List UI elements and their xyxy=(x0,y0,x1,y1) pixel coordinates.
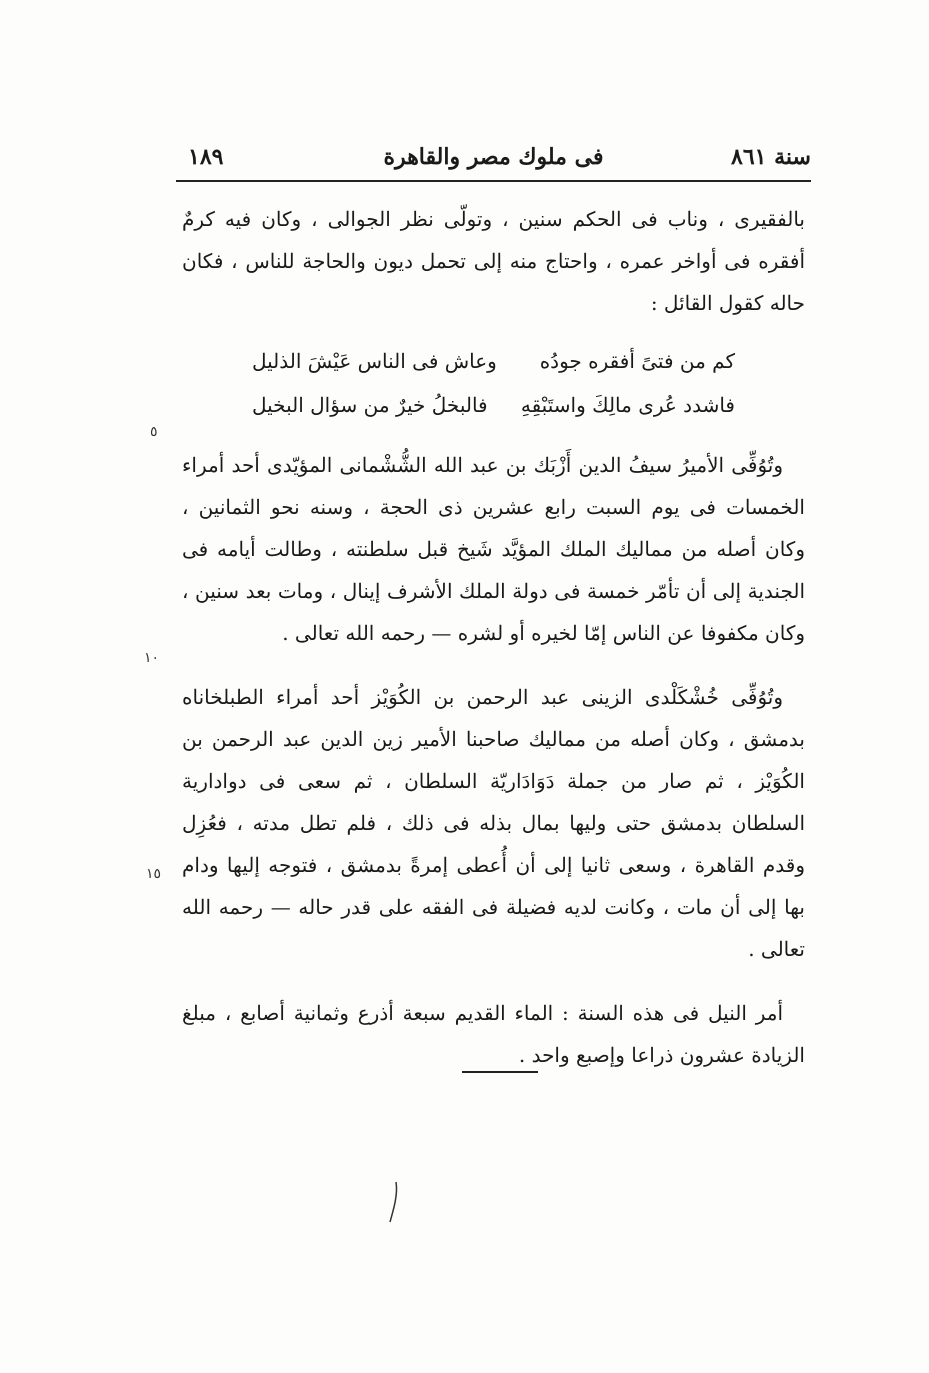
paragraph-intro: بالفقيرى ، وناب فى الحكم سنين ، وتولّى نظر الجوالى ، وكان فيه كرمٌ أفقره فى أواخر عمره ، واحتاج منه إلى تحمل ديون والحاجة للناس ، فكان حاله كقول القائل : xyxy=(182,207,805,315)
header-title: فى ملوك مصر والقاهرة xyxy=(383,144,604,170)
paragraph-azbak-obituary: وتُوُفِّى الأميرُ سيفُ الدين أَزْبَك بن عبد الله الشُّشْمانى المؤيّدى أحد أمراء الخمسات فى يوم السبت رابع عشرين ذى الحجة ، وسنه نحو الثمانين ، وكان أصله من مماليك الملك المؤيَّد شَيخ قبل سلطنته ، وطالت أيامه فى الجندية إلى أن تأمّر خمسة فى دولة الملك الأشرف إينال ، ومات بعد سنين ، وكان مكفوفا عن الناس إمّا لخيره أو لشره — رحمه الله تعالى . xyxy=(182,453,805,645)
verse-1-second-hemistich: وعاش فى الناس عَيْشَ الذليل xyxy=(252,349,497,373)
header-year: سنة ٨٦١ xyxy=(731,144,811,170)
body-text xyxy=(182,198,805,1076)
header-rule xyxy=(176,180,811,182)
verse-line-1 xyxy=(182,340,805,384)
stray-pen-stroke xyxy=(388,1180,400,1224)
paragraph-nile-level: أمر النيل فى هذه السنة : الماء القديم سبعة أذرع وثمانية أصابع ، مبلغ الزيادة عشرون ذراعا وإصبع واحد . xyxy=(182,1001,805,1067)
verse-line-2 xyxy=(182,384,805,428)
page-number: ١٨٩ xyxy=(188,144,224,170)
verse-2-second-hemistich: فالبخلُ خيرٌ من سؤال البخيل xyxy=(252,393,488,417)
paragraph-khushkaldi-obituary: وتُوُفِّى خُشْكَلْدى الزينى عبد الرحمن بن الكُوَيْز أحد أمراء الطبلخاناه بدمشق ، وكان أصله من مماليك صاحبنا الأمير زين الدين عبد الرحمن بن الكُوَيْز ، ثم صار من جملة دَوَادَاريّة السلطان ، ثم سعى فى دوادارية السلطان بدمشق حتى وليها بمال بذله فى ذلك ، فلم تطل مدته ، فعُزِل وقدم القاهرة ، وسعى ثانيا إلى أن أُعطى إمرةً بدمشق ، فتوجه إليها ودام بها إلى أن مات ، وكانت لديه فضيلة فى الفقه على قدر حاله — رحمه الله تعالى . xyxy=(182,685,806,961)
margin-line-number-15: ١٥ xyxy=(146,866,162,882)
running-header xyxy=(176,140,811,176)
verse-2-first-hemistich: فاشدد عُرى مالِكَ واستَبْقِهِ xyxy=(520,393,735,417)
section-end-rule xyxy=(462,1071,538,1073)
verse-1-first-hemistich: كم من فتىً أفقره جودُه xyxy=(539,349,735,373)
margin-line-number-10: ١٠ xyxy=(144,650,160,666)
margin-line-number-5: ٥ xyxy=(150,424,158,440)
